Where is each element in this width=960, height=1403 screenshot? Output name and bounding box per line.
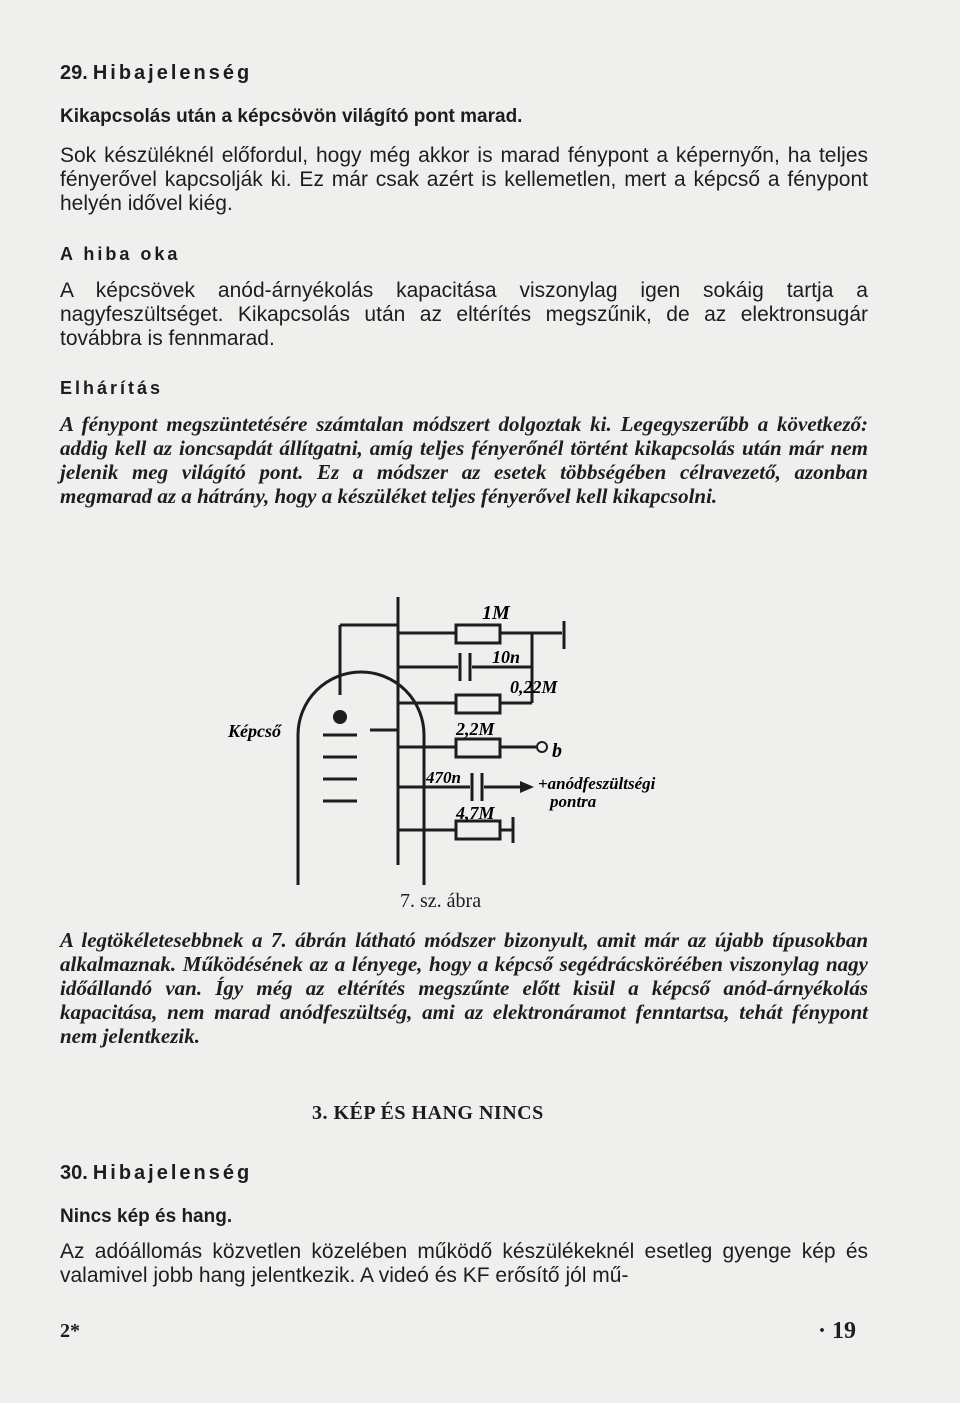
r2-label: 0,22M (510, 677, 558, 697)
resistor-r2 (456, 695, 500, 713)
resistor-r4 (456, 821, 500, 839)
r4-label: 4,7M (456, 803, 495, 823)
c2-label: 470n (426, 768, 461, 787)
section-29-heading-text: Hibajelenség (92, 62, 253, 84)
closing-text: A legtökéletesebbnek a 7. ábrán látható módszer bizonyult, amit már az újabb típusokban alkalmaznak. Működésének az a lényege, hogy a képcső segédrácsköréében viszonylag nagy időállandó van. Így még az eltérítés megszűnte előtt kisül a képcső anód-árnyékolás kapacitása, nem marad anódfeszültség, ami az elektronáramot fenntartsa, tehát fénypont nem jelentkezik. (60, 928, 868, 1048)
section-30-heading (60, 1162, 868, 1185)
page-number: · 19 (818, 1318, 857, 1344)
footer-signature: 2* (60, 1320, 80, 1342)
cause-text: A képcsövek anód-árnyékolás kapacitása viszonylag igen sokáig tartja a nagyfeszültséget. Kikapcsolás után az eltérítés megszűnik, de az elektronsugár továbbra is fennmarad. (60, 279, 868, 350)
chapter-title: 3. KÉP ÉS HANG NINCS (312, 1102, 544, 1124)
section-29-heading (60, 62, 868, 85)
cause-heading: A hiba oka (60, 244, 181, 264)
section-29-intro: Sok készüléknél előfordul, hogy még akkor is marad fénypont a képernyőn, ha teljes fényerővel kapcsolják ki. Ez már csak azért is kellemetlen, mert a képcső a fénypont helyén idővel kiég. (60, 144, 868, 215)
section-30-text: Az adóállomás közvetlen közelében működő készülékeknél esetleg gyenge kép és valamivel jobb hang jelentkezik. A videó és KF erősítő jól mű- (60, 1240, 868, 1287)
arrow-head (520, 781, 534, 793)
tube-label: Képcső (228, 721, 281, 741)
circuit-diagram (220, 585, 656, 885)
terminal-b (537, 742, 547, 752)
section-30-heading-text: Hibajelenség (92, 1162, 253, 1184)
r1-label: 1M (482, 602, 510, 624)
resistor-r3 (456, 739, 500, 757)
tube-electrode (333, 710, 347, 724)
section-29-number: 29. (60, 62, 88, 84)
fix-text: A fénypont megszüntetésére számtalan módszert dolgoztak ki. Legegyszerűbb a következő: addig kell az ioncsapdát állítgatni, amíg teljes fényerőnél történt kikapcsolás után már nem jelenik meg világító pont. Ez a módszer az esetek többségében célravezető, azonban megmarad az a hátrány, hogy a készüléket teljes fényerővel kell kikapcsolni. (60, 412, 868, 508)
c1-label: 10n (492, 647, 521, 667)
r3-label: 2,2M (456, 719, 495, 739)
section-30-title: Nincs kép és hang. (60, 1206, 233, 1227)
hv-label-line1: +anódfeszültségi (538, 774, 656, 793)
resistor-r1 (456, 625, 500, 643)
section-29-title: Kikapcsolás után a képcsövön világító pont marad. (60, 106, 523, 127)
fix-heading: Elhárítás (60, 378, 164, 398)
figure-caption: 7. sz. ábra (400, 890, 482, 912)
terminal-b-label: b (552, 740, 562, 762)
section-30-number: 30. (60, 1162, 88, 1184)
hv-label-line2: pontra (550, 792, 597, 811)
